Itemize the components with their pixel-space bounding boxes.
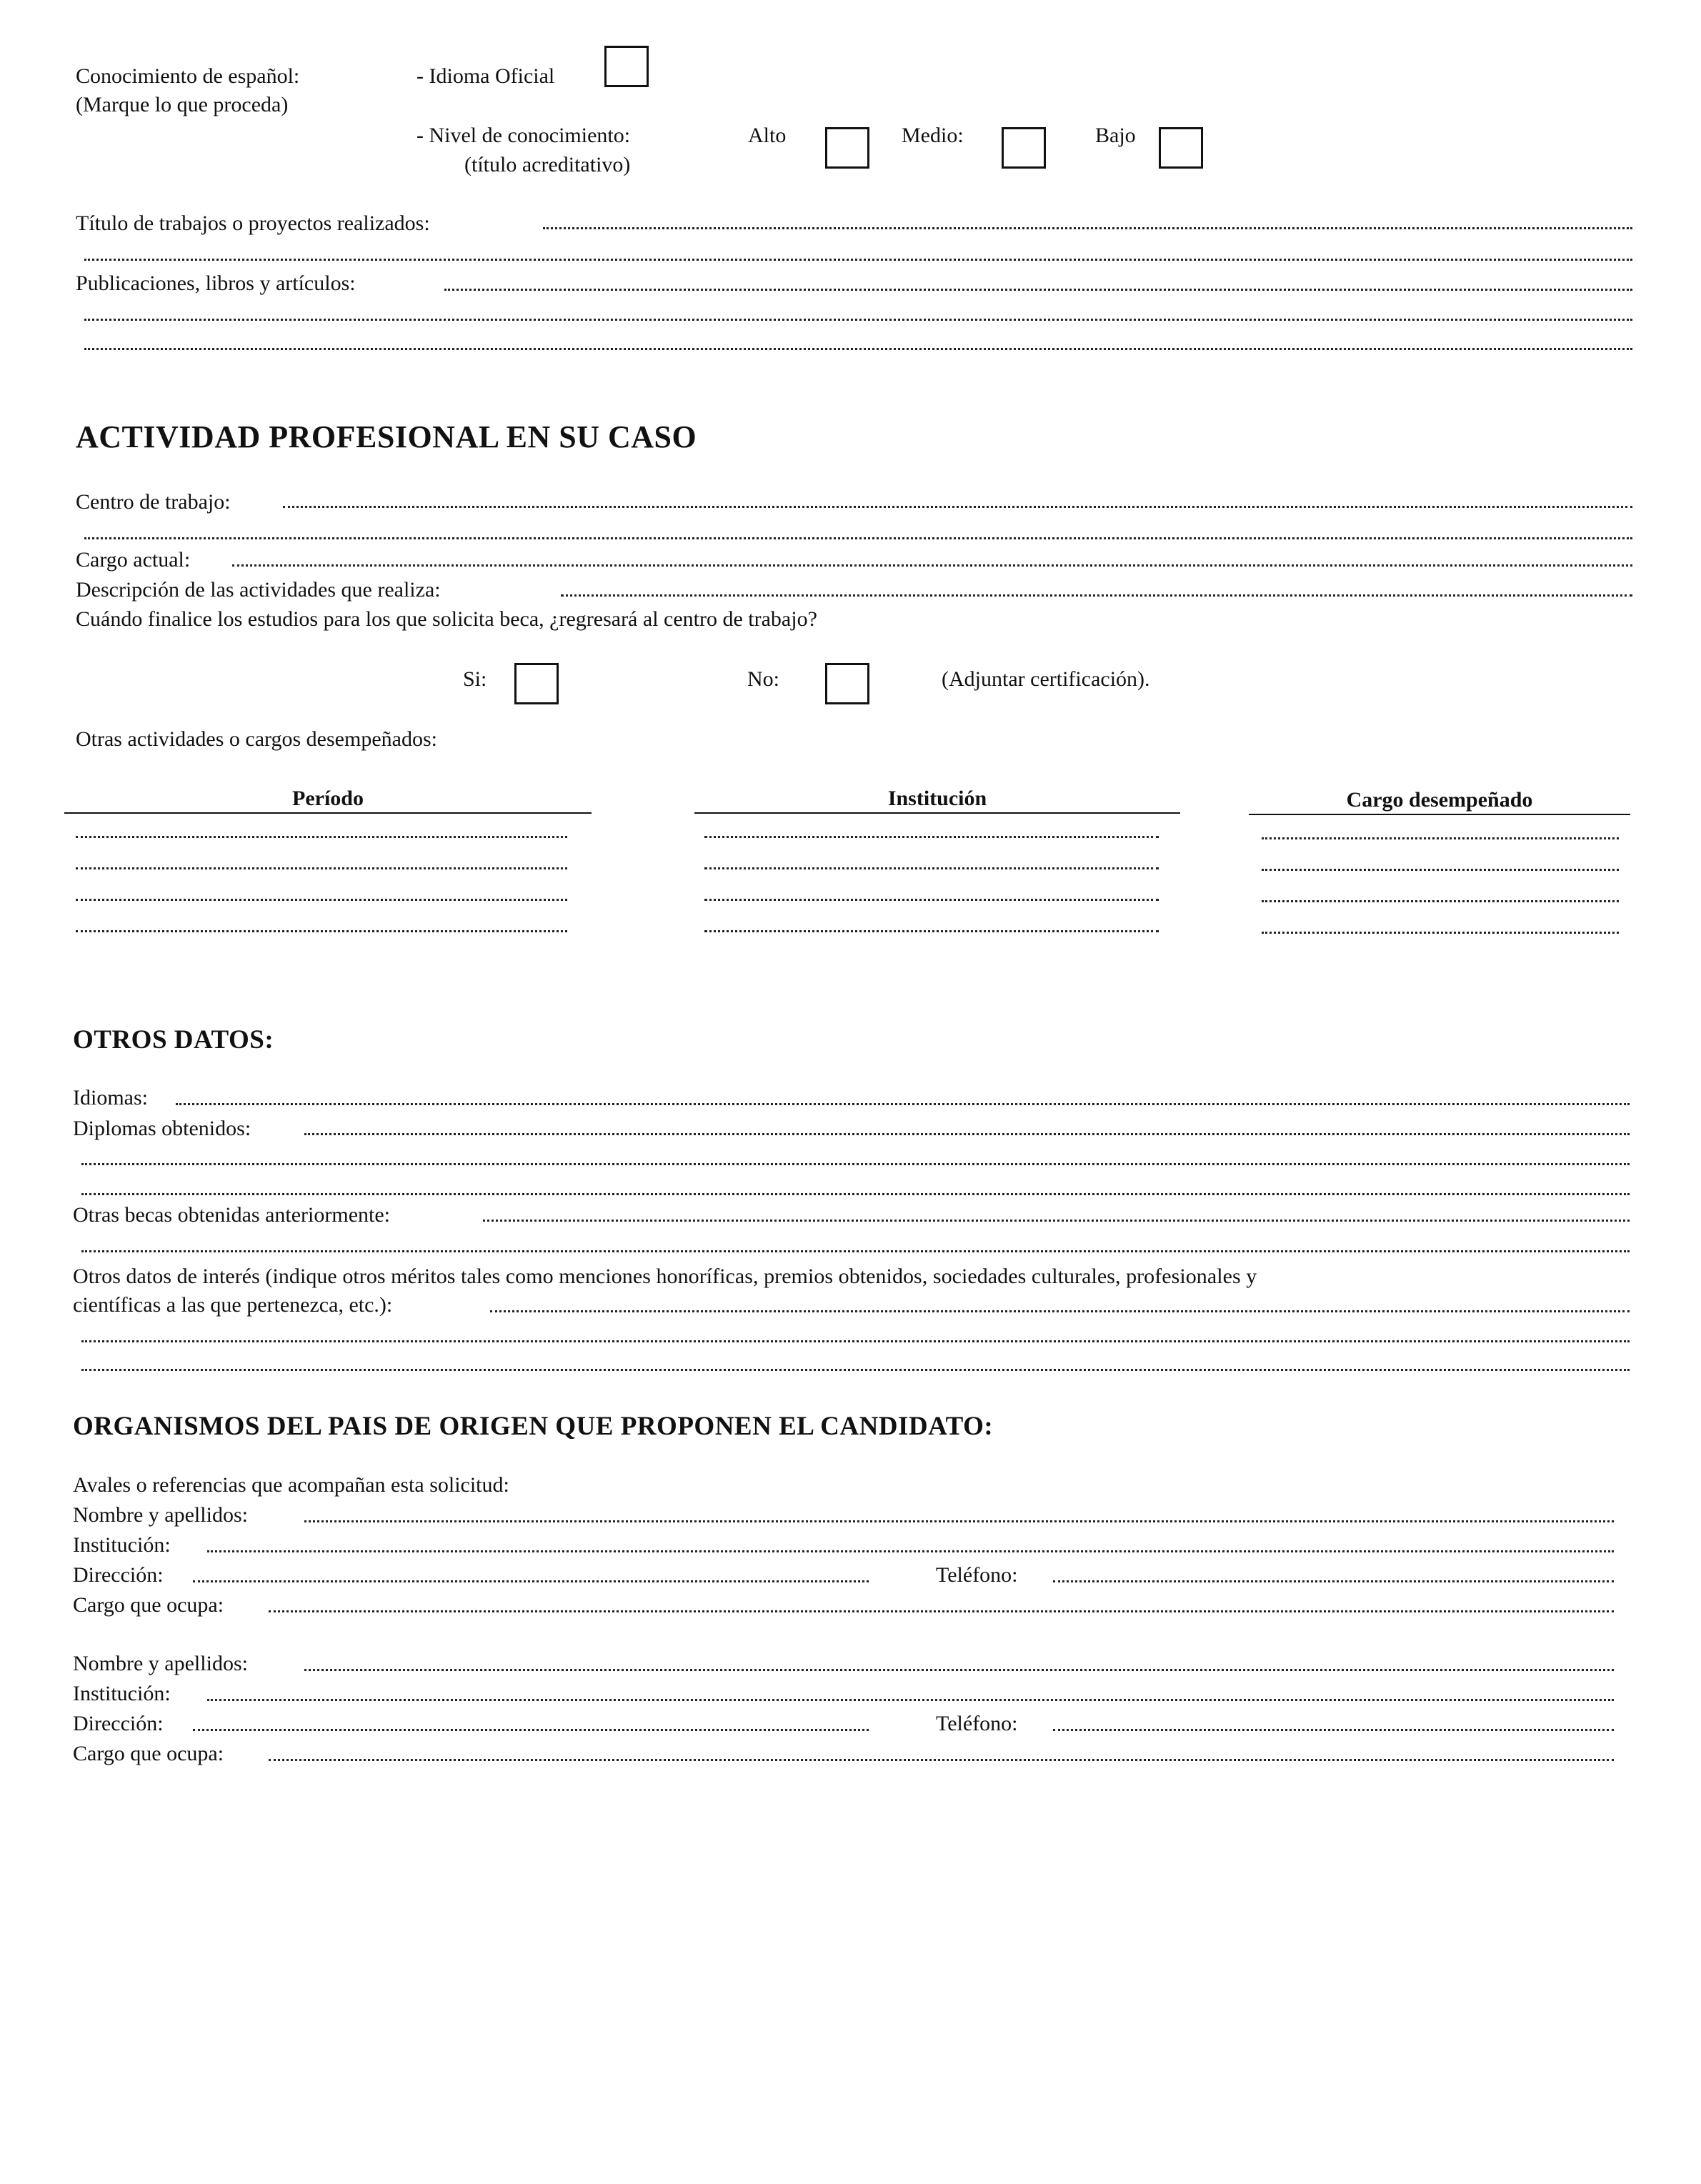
institution-field[interactable] bbox=[704, 930, 1159, 932]
column-rule bbox=[694, 812, 1180, 814]
reference-phone-field[interactable] bbox=[1053, 1729, 1614, 1731]
reference-role-label: Cargo que ocupa: bbox=[73, 1593, 224, 1617]
column-header-position-held: Cargo desempeñado bbox=[1346, 788, 1533, 812]
workplace-field[interactable] bbox=[283, 506, 1632, 508]
reference-address-field[interactable] bbox=[193, 1729, 869, 1731]
reference-phone-label: Teléfono: bbox=[936, 1712, 1018, 1735]
return-no-checkbox[interactable] bbox=[825, 663, 869, 704]
reference-institution-field[interactable] bbox=[207, 1550, 1614, 1552]
level-low-label: Bajo bbox=[1095, 124, 1136, 147]
reference-address-label: Dirección: bbox=[73, 1712, 164, 1735]
workplace-field-line[interactable] bbox=[84, 537, 1632, 539]
organisms-heading: ORGANISMOS DEL PAIS DE ORIGEN QUE PROPONEN EL CANDIDATO: bbox=[73, 1412, 994, 1441]
position-held-field[interactable] bbox=[1262, 932, 1619, 934]
current-position-field[interactable] bbox=[232, 564, 1632, 567]
period-field[interactable] bbox=[76, 836, 567, 838]
level-low-checkbox[interactable] bbox=[1159, 127, 1203, 169]
column-header-institution: Institución bbox=[887, 787, 987, 810]
activities-description-label: Descripción de las actividades que realiza: bbox=[76, 578, 441, 602]
period-field[interactable] bbox=[76, 930, 567, 932]
other-interest-label: Otros datos de interés (indique otros méritos tales como menciones honoríficas, premios obtenidos, sociedades culturales, profesionales y bbox=[73, 1265, 1257, 1288]
official-language-checkbox[interactable] bbox=[604, 46, 649, 87]
previous-grants-field[interactable] bbox=[483, 1220, 1630, 1222]
workplace-label: Centro de trabajo: bbox=[76, 490, 231, 514]
column-rule bbox=[64, 812, 592, 814]
other-interest-field[interactable] bbox=[490, 1310, 1630, 1312]
publications-field-line[interactable] bbox=[84, 348, 1632, 350]
level-medium-checkbox[interactable] bbox=[1002, 127, 1046, 169]
reference-name-field[interactable] bbox=[304, 1669, 1614, 1671]
previous-grants-field-line[interactable] bbox=[81, 1250, 1630, 1252]
attach-certificate-note: (Adjuntar certificación). bbox=[942, 667, 1150, 691]
spanish-knowledge-hint: (Marque lo que proceda) bbox=[76, 93, 289, 116]
publications-field-line[interactable] bbox=[84, 319, 1632, 321]
other-data-heading: OTROS DATOS: bbox=[73, 1025, 274, 1054]
activities-description-field[interactable] bbox=[561, 594, 1632, 597]
other-interest-field-line[interactable] bbox=[81, 1340, 1630, 1342]
projects-title-field[interactable] bbox=[543, 227, 1632, 229]
professional-activity-heading: ACTIVIDAD PROFESIONAL EN SU CASO bbox=[76, 419, 697, 454]
reference-institution-field[interactable] bbox=[207, 1699, 1614, 1701]
publications-field[interactable] bbox=[444, 289, 1632, 291]
spanish-knowledge-label: Conocimiento de español: bbox=[76, 64, 300, 88]
position-held-field[interactable] bbox=[1262, 869, 1619, 871]
reference-role-field[interactable] bbox=[269, 1759, 1614, 1761]
knowledge-level-note: (título acreditativo) bbox=[464, 153, 631, 176]
publications-label: Publicaciones, libros y artículos: bbox=[76, 271, 356, 295]
institution-field[interactable] bbox=[704, 836, 1159, 838]
institution-field[interactable] bbox=[704, 867, 1159, 869]
knowledge-level-label: - Nivel de conocimiento: bbox=[416, 124, 631, 147]
references-intro: Avales o referencias que acompañan esta solicitud: bbox=[73, 1473, 509, 1497]
position-held-field[interactable] bbox=[1262, 900, 1619, 902]
official-language-label: - Idioma Oficial bbox=[416, 64, 555, 88]
column-header-period: Período bbox=[292, 787, 364, 810]
period-field[interactable] bbox=[76, 899, 567, 901]
reference-name-field[interactable] bbox=[304, 1520, 1614, 1522]
column-rule bbox=[1249, 814, 1630, 815]
return-yes-checkbox[interactable] bbox=[514, 663, 559, 704]
languages-field[interactable] bbox=[176, 1103, 1630, 1105]
reference-institution-label: Institución: bbox=[73, 1533, 171, 1557]
current-position-label: Cargo actual: bbox=[76, 548, 191, 572]
reference-phone-field[interactable] bbox=[1053, 1580, 1614, 1582]
return-no-label: No: bbox=[747, 667, 779, 691]
return-question: Cuándo finalice los estudios para los que solicita beca, ¿regresará al centro de trabajo? bbox=[76, 607, 817, 631]
reference-phone-label: Teléfono: bbox=[936, 1563, 1018, 1587]
reference-name-label: Nombre y apellidos: bbox=[73, 1652, 248, 1675]
reference-name-label: Nombre y apellidos: bbox=[73, 1503, 248, 1527]
diplomas-field-line[interactable] bbox=[81, 1163, 1630, 1165]
level-high-label: Alto bbox=[748, 124, 787, 147]
projects-title-field-line[interactable] bbox=[84, 259, 1632, 261]
reference-role-field[interactable] bbox=[269, 1610, 1614, 1612]
level-high-checkbox[interactable] bbox=[825, 127, 869, 169]
period-field[interactable] bbox=[76, 867, 567, 869]
diplomas-field-line[interactable] bbox=[81, 1193, 1630, 1195]
other-interest-label-cont: científicas a las que pertenezca, etc.): bbox=[73, 1293, 393, 1317]
return-yes-label: Si: bbox=[463, 667, 487, 691]
reference-address-label: Dirección: bbox=[73, 1563, 164, 1587]
other-interest-field-line[interactable] bbox=[81, 1369, 1630, 1371]
languages-label: Idiomas: bbox=[73, 1086, 148, 1110]
position-held-field[interactable] bbox=[1262, 837, 1619, 839]
reference-institution-label: Institución: bbox=[73, 1682, 171, 1705]
projects-title-label: Título de trabajos o proyectos realizados: bbox=[76, 211, 430, 235]
reference-role-label: Cargo que ocupa: bbox=[73, 1742, 224, 1765]
diplomas-field[interactable] bbox=[304, 1133, 1630, 1135]
other-activities-label: Otras actividades o cargos desempeñados: bbox=[76, 727, 437, 751]
institution-field[interactable] bbox=[704, 899, 1159, 901]
level-medium-label: Medio: bbox=[902, 124, 964, 147]
reference-address-field[interactable] bbox=[193, 1580, 869, 1582]
diplomas-label: Diplomas obtenidos: bbox=[73, 1117, 251, 1140]
previous-grants-label: Otras becas obtenidas anteriormente: bbox=[73, 1203, 390, 1227]
